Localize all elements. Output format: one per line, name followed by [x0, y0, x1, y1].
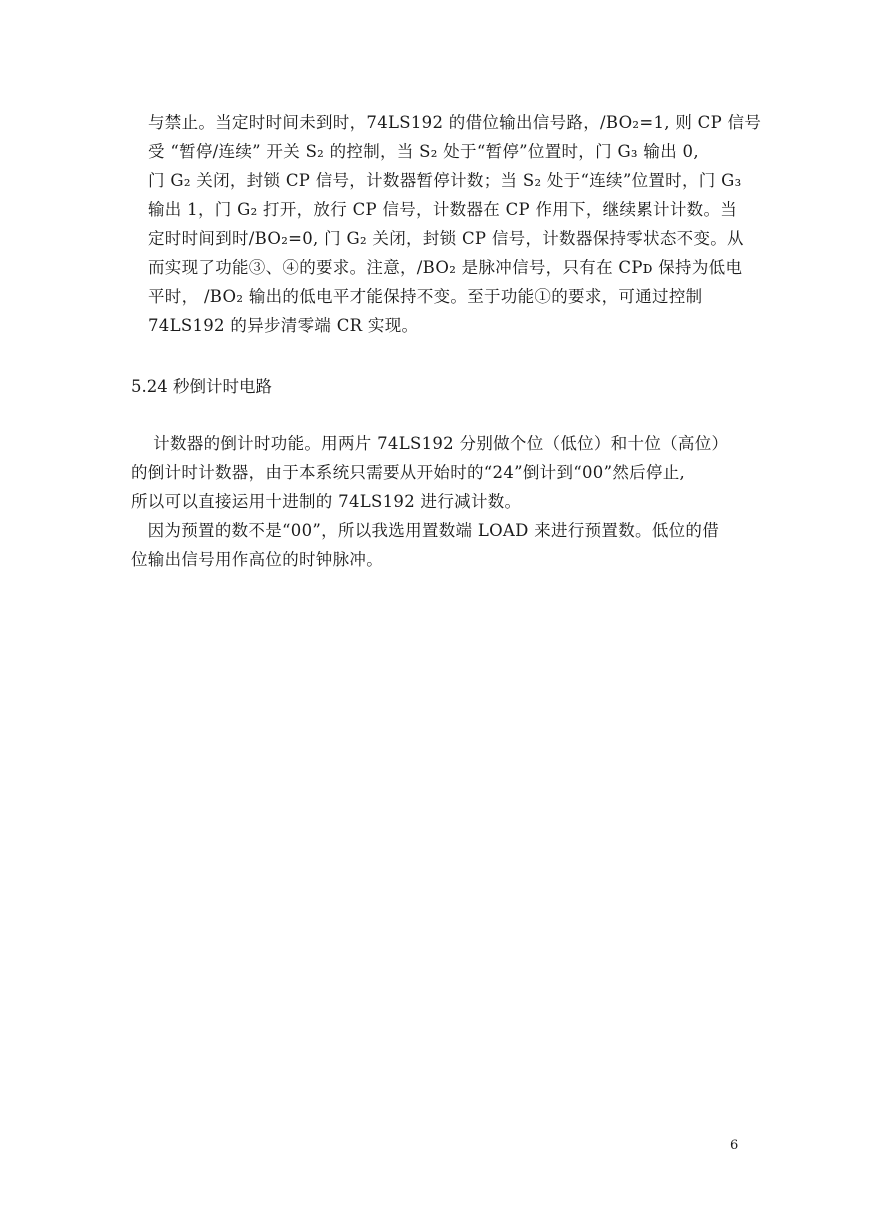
text-line: 位输出信号用作高位的时钟脉冲。: [131, 550, 383, 569]
text-line: 受 “暂停/连续” 开关 S₂ 的控制，当 S₂ 处于“暂停”位置时，门 G₃ 输出 0,: [148, 142, 699, 161]
paragraph-timer-control: [148, 108, 761, 340]
text-line: 所以可以直接运用十进制的 74LS192 进行减计数。: [131, 492, 522, 511]
section-heading: 5.24 秒倒计时电路: [131, 377, 272, 396]
text-line: 计数器的倒计时功能。用两片 74LS192 分别做个位（低位）和十位（高位）: [131, 434, 729, 453]
text-line: 定时时间到时/BO₂=0, 门 G₂ 关闭，封锁 CP 信号，计数器保持零状态不变。从: [148, 229, 744, 248]
text-line: 门 G₂ 关闭，封锁 CP 信号，计数器暂停计数；当 S₂ 处于“连续”位置时，门 G₃: [148, 171, 742, 190]
text-line: 平时， /BO₂ 输出的低电平才能保持不变。至于功能①的要求，可通过控制: [148, 287, 703, 306]
paragraph-countdown-circuit: [131, 429, 728, 574]
text-line: 的倒计时计数器，由于本系统只需要从开始时的“24”倒计到“00”然后停止,: [131, 463, 686, 482]
page-number: 6: [730, 1138, 739, 1153]
text-line: 而实现了功能③、④的要求。注意，/BO₂ 是脉冲信号，只有在 CPᴅ 保持为低电: [148, 258, 743, 277]
text-line: 输出 1，门 G₂ 打开，放行 CP 信号，计数器在 CP 作用下，继续累计计数。当: [148, 200, 738, 219]
text-line: 74LS192 的异步清零端 CR 实现。: [148, 316, 419, 335]
text-line: 与禁止。当定时时间未到时，74LS192 的借位输出信号路，/BO₂=1, 则 CP 信号: [148, 113, 762, 132]
text-line: 因为预置的数不是“00”，所以我选用置数端 LOAD 来进行预置数。低位的借: [131, 521, 720, 540]
